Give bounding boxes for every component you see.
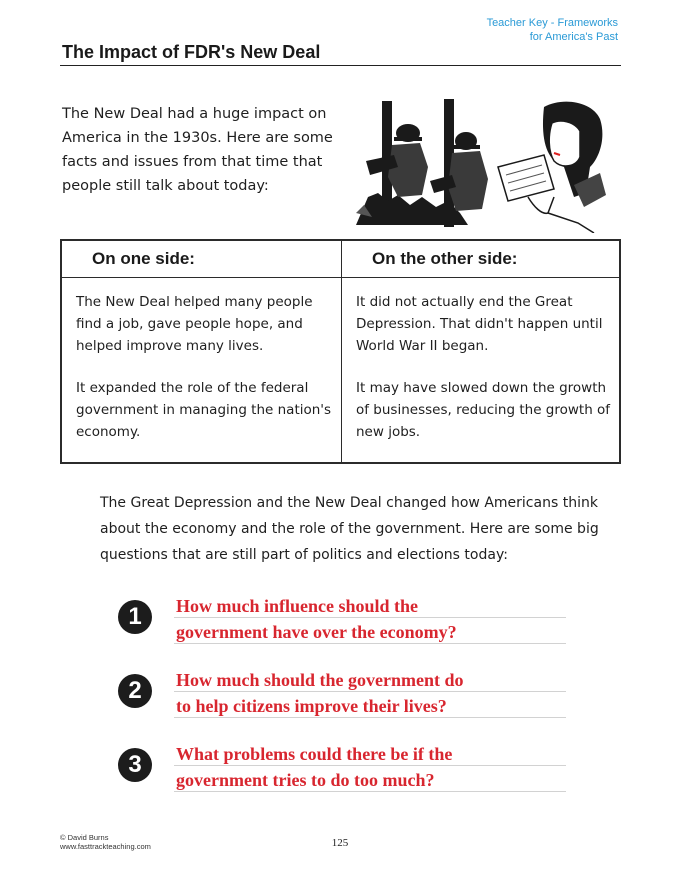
answer-line <box>174 766 566 792</box>
other-side-body <box>356 291 611 463</box>
answer-line <box>174 592 566 618</box>
answer-line <box>174 618 566 644</box>
website-text: www.fasttrackteaching.com <box>60 842 151 851</box>
one-side-column <box>62 241 342 462</box>
title-divider <box>60 65 621 66</box>
answer-text: government have over the economy? <box>176 622 457 642</box>
answer-line <box>174 666 566 692</box>
teacher-key-label <box>487 16 618 44</box>
page-number: 125 <box>331 837 349 849</box>
answer-lines <box>174 740 566 792</box>
page-title: The Impact of FDR's New Deal <box>62 42 321 62</box>
intro-paragraph: The New Deal had a huge impact on America in the 1930s. Here are some facts and issues from that time that people still talk about today: <box>62 106 333 194</box>
answer-lines <box>174 592 566 644</box>
other-side-column <box>342 241 619 462</box>
other-side-heading: On the other side: <box>372 249 518 268</box>
other-side-header <box>342 241 619 278</box>
workers-drilling-illustration <box>356 99 488 227</box>
other-side-item: It did not actually end the Great Depression. That didn't happen until World War II began. <box>356 294 603 354</box>
question-number-badge: 2 <box>118 674 152 708</box>
answer-text: How much influence should the <box>176 596 419 616</box>
answer-text: government tries to do too much? <box>176 770 435 790</box>
answer-line <box>174 740 566 766</box>
one-side-heading: On one side: <box>92 249 195 268</box>
one-side-item: It expanded the role of the federal government in managing the nation's economy. <box>76 380 332 440</box>
teacher-key-line2: for America's Past <box>529 31 618 43</box>
answer-line <box>174 692 566 718</box>
answer-text: How much should the government do <box>176 670 464 690</box>
answer-text: to help citizens improve their lives? <box>176 696 447 716</box>
other-side-item: It may have slowed down the growth of businesses, reducing the growth of new jobs. <box>356 380 611 440</box>
one-side-body <box>76 291 333 463</box>
new-deal-illustration <box>348 97 610 233</box>
pros-cons-table <box>60 239 621 464</box>
question-3 <box>118 740 578 796</box>
question-1 <box>118 592 578 648</box>
question-number-badge: 1 <box>118 600 152 634</box>
answer-lines <box>174 666 566 718</box>
one-side-header <box>62 241 341 278</box>
teacher-key-line1: Teacher Key - Frameworks <box>486 17 618 29</box>
answer-text: What problems could there be if the <box>176 744 453 764</box>
question-2 <box>118 666 578 722</box>
woman-reading-check-illustration <box>498 102 606 233</box>
copyright-text: © David Burns <box>60 833 109 842</box>
question-number-badge: 3 <box>118 748 152 782</box>
depression-paragraph: The Great Depression and the New Deal changed how Americans think about the economy and the role of the government. Here are some big questions that are still part of politics and elections today: <box>100 495 599 563</box>
one-side-item: The New Deal helped many people find a job, gave people hope, and helped improve many lives. <box>76 294 313 354</box>
